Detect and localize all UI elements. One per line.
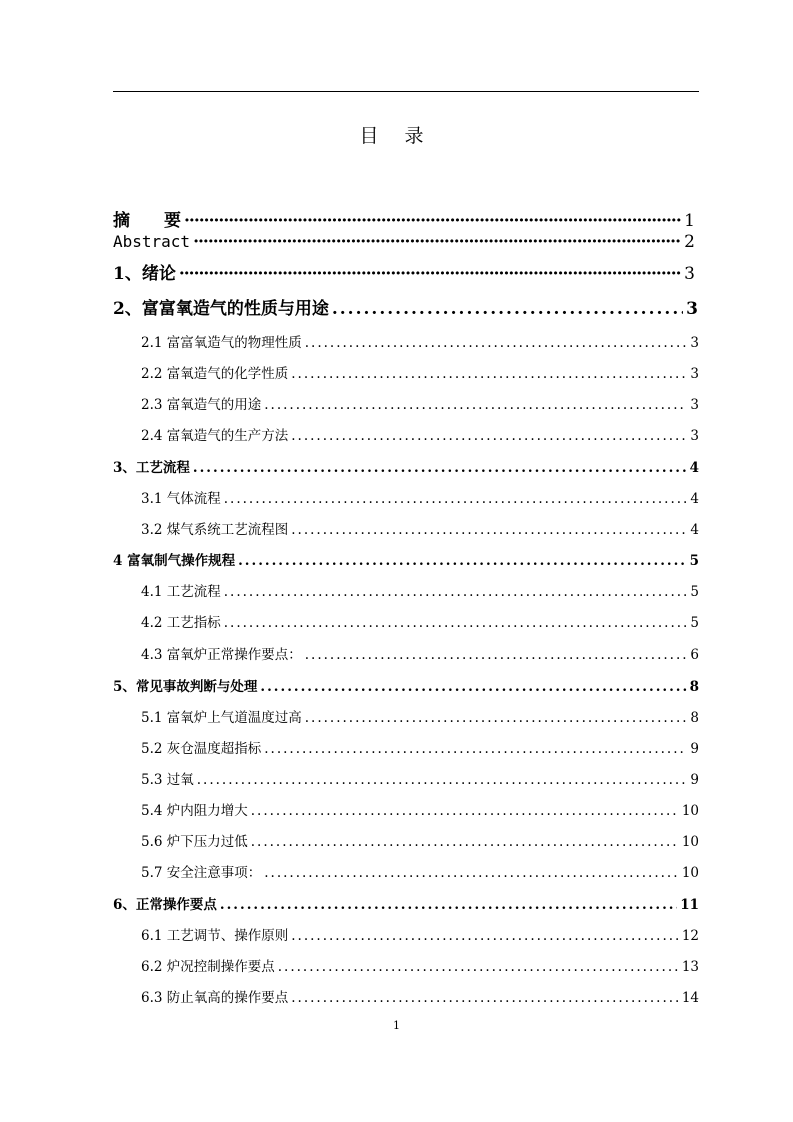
toc-entry-page: 8 bbox=[690, 710, 699, 726]
toc-entry-label: 2.4 富氧造气的生产方法 bbox=[141, 428, 289, 444]
toc-entry-2-1[interactable] bbox=[141, 331, 699, 351]
toc-entry-6-2[interactable] bbox=[141, 955, 699, 975]
toc-leader bbox=[224, 615, 688, 631]
toc-leader bbox=[305, 647, 688, 663]
toc-entry-label: 5.1 富氧炉上气道温度过高 bbox=[141, 710, 302, 726]
toc-entry-3-1[interactable] bbox=[141, 487, 699, 507]
toc-entry-5-3[interactable] bbox=[141, 768, 699, 788]
header-rule bbox=[113, 91, 699, 92]
toc-entry-page: 3 bbox=[684, 264, 695, 284]
toc-entry-page: 3 bbox=[686, 299, 698, 319]
toc-entry-label: 5.7 安全注意事项： bbox=[141, 865, 262, 881]
toc-entry-5-2[interactable] bbox=[141, 737, 699, 757]
toc-entry-label: 2.1 富富氧造气的物理性质 bbox=[141, 335, 302, 351]
toc-entry-page: 5 bbox=[689, 553, 699, 569]
toc-leader bbox=[220, 897, 677, 913]
toc-entry-label: 4.1 工艺流程 bbox=[141, 584, 221, 600]
toc-entry-page: 10 bbox=[681, 865, 699, 881]
toc-entry-page: 3 bbox=[690, 397, 699, 413]
toc-entry-abstract-en[interactable] bbox=[113, 232, 695, 252]
toc-entry-page: 5 bbox=[690, 615, 699, 631]
toc-entry-label: 3、工艺流程 bbox=[113, 460, 190, 476]
toc-leader bbox=[197, 772, 688, 788]
toc-entry-label: 4.3 富氧炉正常操作要点： bbox=[141, 647, 302, 663]
toc-entry-label: 2.3 富氧造气的用途 bbox=[141, 397, 262, 413]
toc-entry-label: 摘 要 bbox=[113, 211, 181, 231]
toc-entry-4[interactable] bbox=[113, 549, 699, 569]
toc-entry-label: 5.4 炉内阻力增大 bbox=[141, 803, 248, 819]
toc-entry-5-7[interactable] bbox=[141, 861, 699, 881]
toc-leader bbox=[238, 553, 687, 569]
toc-leader bbox=[305, 710, 688, 726]
toc-entry-label: 5.2 灰仓温度超指标 bbox=[141, 741, 262, 757]
toc-leader bbox=[251, 834, 679, 850]
toc-entry-3[interactable] bbox=[113, 456, 699, 476]
toc-entry-page: 12 bbox=[681, 928, 699, 944]
toc-entry-label: 3.1 气体流程 bbox=[141, 491, 221, 507]
toc-leader bbox=[224, 491, 688, 507]
toc-entry-page: 5 bbox=[690, 584, 699, 600]
toc-entry-page: 3 bbox=[690, 335, 699, 351]
toc-entry-6[interactable] bbox=[113, 893, 699, 913]
toc-entry-label: 5.6 炉下压力过低 bbox=[141, 834, 248, 850]
toc-leader bbox=[264, 741, 687, 757]
toc-leader bbox=[291, 428, 687, 444]
toc-entry-4-3[interactable] bbox=[141, 643, 699, 663]
toc-title: 目 录 bbox=[359, 125, 434, 147]
toc-leader bbox=[291, 990, 679, 1006]
toc-entry-6-3[interactable] bbox=[141, 986, 699, 1006]
toc-entry-label: 4.2 工艺指标 bbox=[141, 615, 221, 631]
toc-leader bbox=[184, 211, 681, 231]
toc-entry-page: 1 bbox=[684, 211, 695, 231]
toc-entry-5-1[interactable] bbox=[141, 706, 699, 726]
toc-entry-page: 10 bbox=[681, 803, 699, 819]
toc-entry-6-1[interactable] bbox=[141, 924, 699, 944]
toc-leader bbox=[264, 865, 679, 881]
toc-entry-label: 5.3 过氧 bbox=[141, 772, 194, 788]
toc-leader bbox=[193, 460, 687, 476]
toc-entry-2-3[interactable] bbox=[141, 393, 699, 413]
toc-entry-5-6[interactable] bbox=[141, 830, 699, 850]
toc-entry-label: 5、常见事故判断与处理 bbox=[113, 679, 258, 695]
toc-entry-label: 6.1 工艺调节、操作原则 bbox=[141, 928, 289, 944]
toc-entry-label: 3.2 煤气系统工艺流程图 bbox=[141, 522, 289, 538]
toc-entry-page: 10 bbox=[681, 834, 699, 850]
toc-entry-page: 4 bbox=[690, 522, 699, 538]
toc-entry-page: 9 bbox=[690, 741, 699, 757]
toc-entry-5[interactable] bbox=[113, 675, 699, 695]
page-number: 1 bbox=[393, 1019, 400, 1032]
toc-entry-page: 2 bbox=[684, 232, 695, 252]
toc-entry-label: 2、富富氧造气的性质与用途 bbox=[113, 299, 329, 319]
toc-entry-page: 8 bbox=[689, 679, 699, 695]
toc-entry-label: 6.3 防止氧高的操作要点 bbox=[141, 990, 289, 1006]
toc-leader bbox=[332, 299, 683, 319]
toc-leader bbox=[260, 679, 686, 695]
toc-leader bbox=[179, 264, 681, 284]
toc-entry-label: 6、正常操作要点 bbox=[113, 897, 217, 913]
toc-entry-label: Abstract bbox=[113, 232, 191, 251]
toc-entry-4-2[interactable] bbox=[141, 611, 699, 631]
toc-entry-label: 2.2 富氧造气的化学性质 bbox=[141, 366, 289, 382]
toc-entry-page: 3 bbox=[690, 428, 699, 444]
toc-entry-page: 9 bbox=[690, 772, 699, 788]
toc-leader bbox=[278, 959, 679, 975]
toc-entry-4-1[interactable] bbox=[141, 580, 699, 600]
toc-entry-page: 14 bbox=[681, 990, 699, 1006]
toc-leader bbox=[305, 335, 688, 351]
toc-entry-label: 1、绪论 bbox=[113, 264, 176, 284]
toc-entry-page: 3 bbox=[690, 366, 699, 382]
toc-entry-2-2[interactable] bbox=[141, 362, 699, 382]
toc-entry-label: 4 富氧制气操作规程 bbox=[113, 553, 236, 569]
toc-entry-label: 6.2 炉况控制操作要点 bbox=[141, 959, 275, 975]
toc-entry-abstract-cn[interactable] bbox=[113, 206, 695, 231]
toc-entry-page: 11 bbox=[680, 897, 699, 913]
toc-leader bbox=[291, 928, 679, 944]
toc-entry-page: 6 bbox=[690, 647, 699, 663]
toc-leader bbox=[291, 366, 687, 382]
toc-leader bbox=[264, 397, 687, 413]
toc-entry-page: 13 bbox=[681, 959, 699, 975]
toc-entry-page: 4 bbox=[689, 460, 699, 476]
toc-leader bbox=[291, 522, 687, 538]
toc-entry-1[interactable] bbox=[113, 259, 695, 284]
toc-entry-5-4[interactable] bbox=[141, 799, 699, 819]
toc-entry-page: 4 bbox=[690, 491, 699, 507]
toc-leader bbox=[251, 803, 679, 819]
toc-entry-3-2[interactable] bbox=[141, 518, 699, 538]
toc-leader bbox=[224, 584, 688, 600]
toc-leader bbox=[193, 232, 681, 252]
toc-entry-2-4[interactable] bbox=[141, 424, 699, 444]
toc-entry-2[interactable] bbox=[113, 294, 698, 319]
